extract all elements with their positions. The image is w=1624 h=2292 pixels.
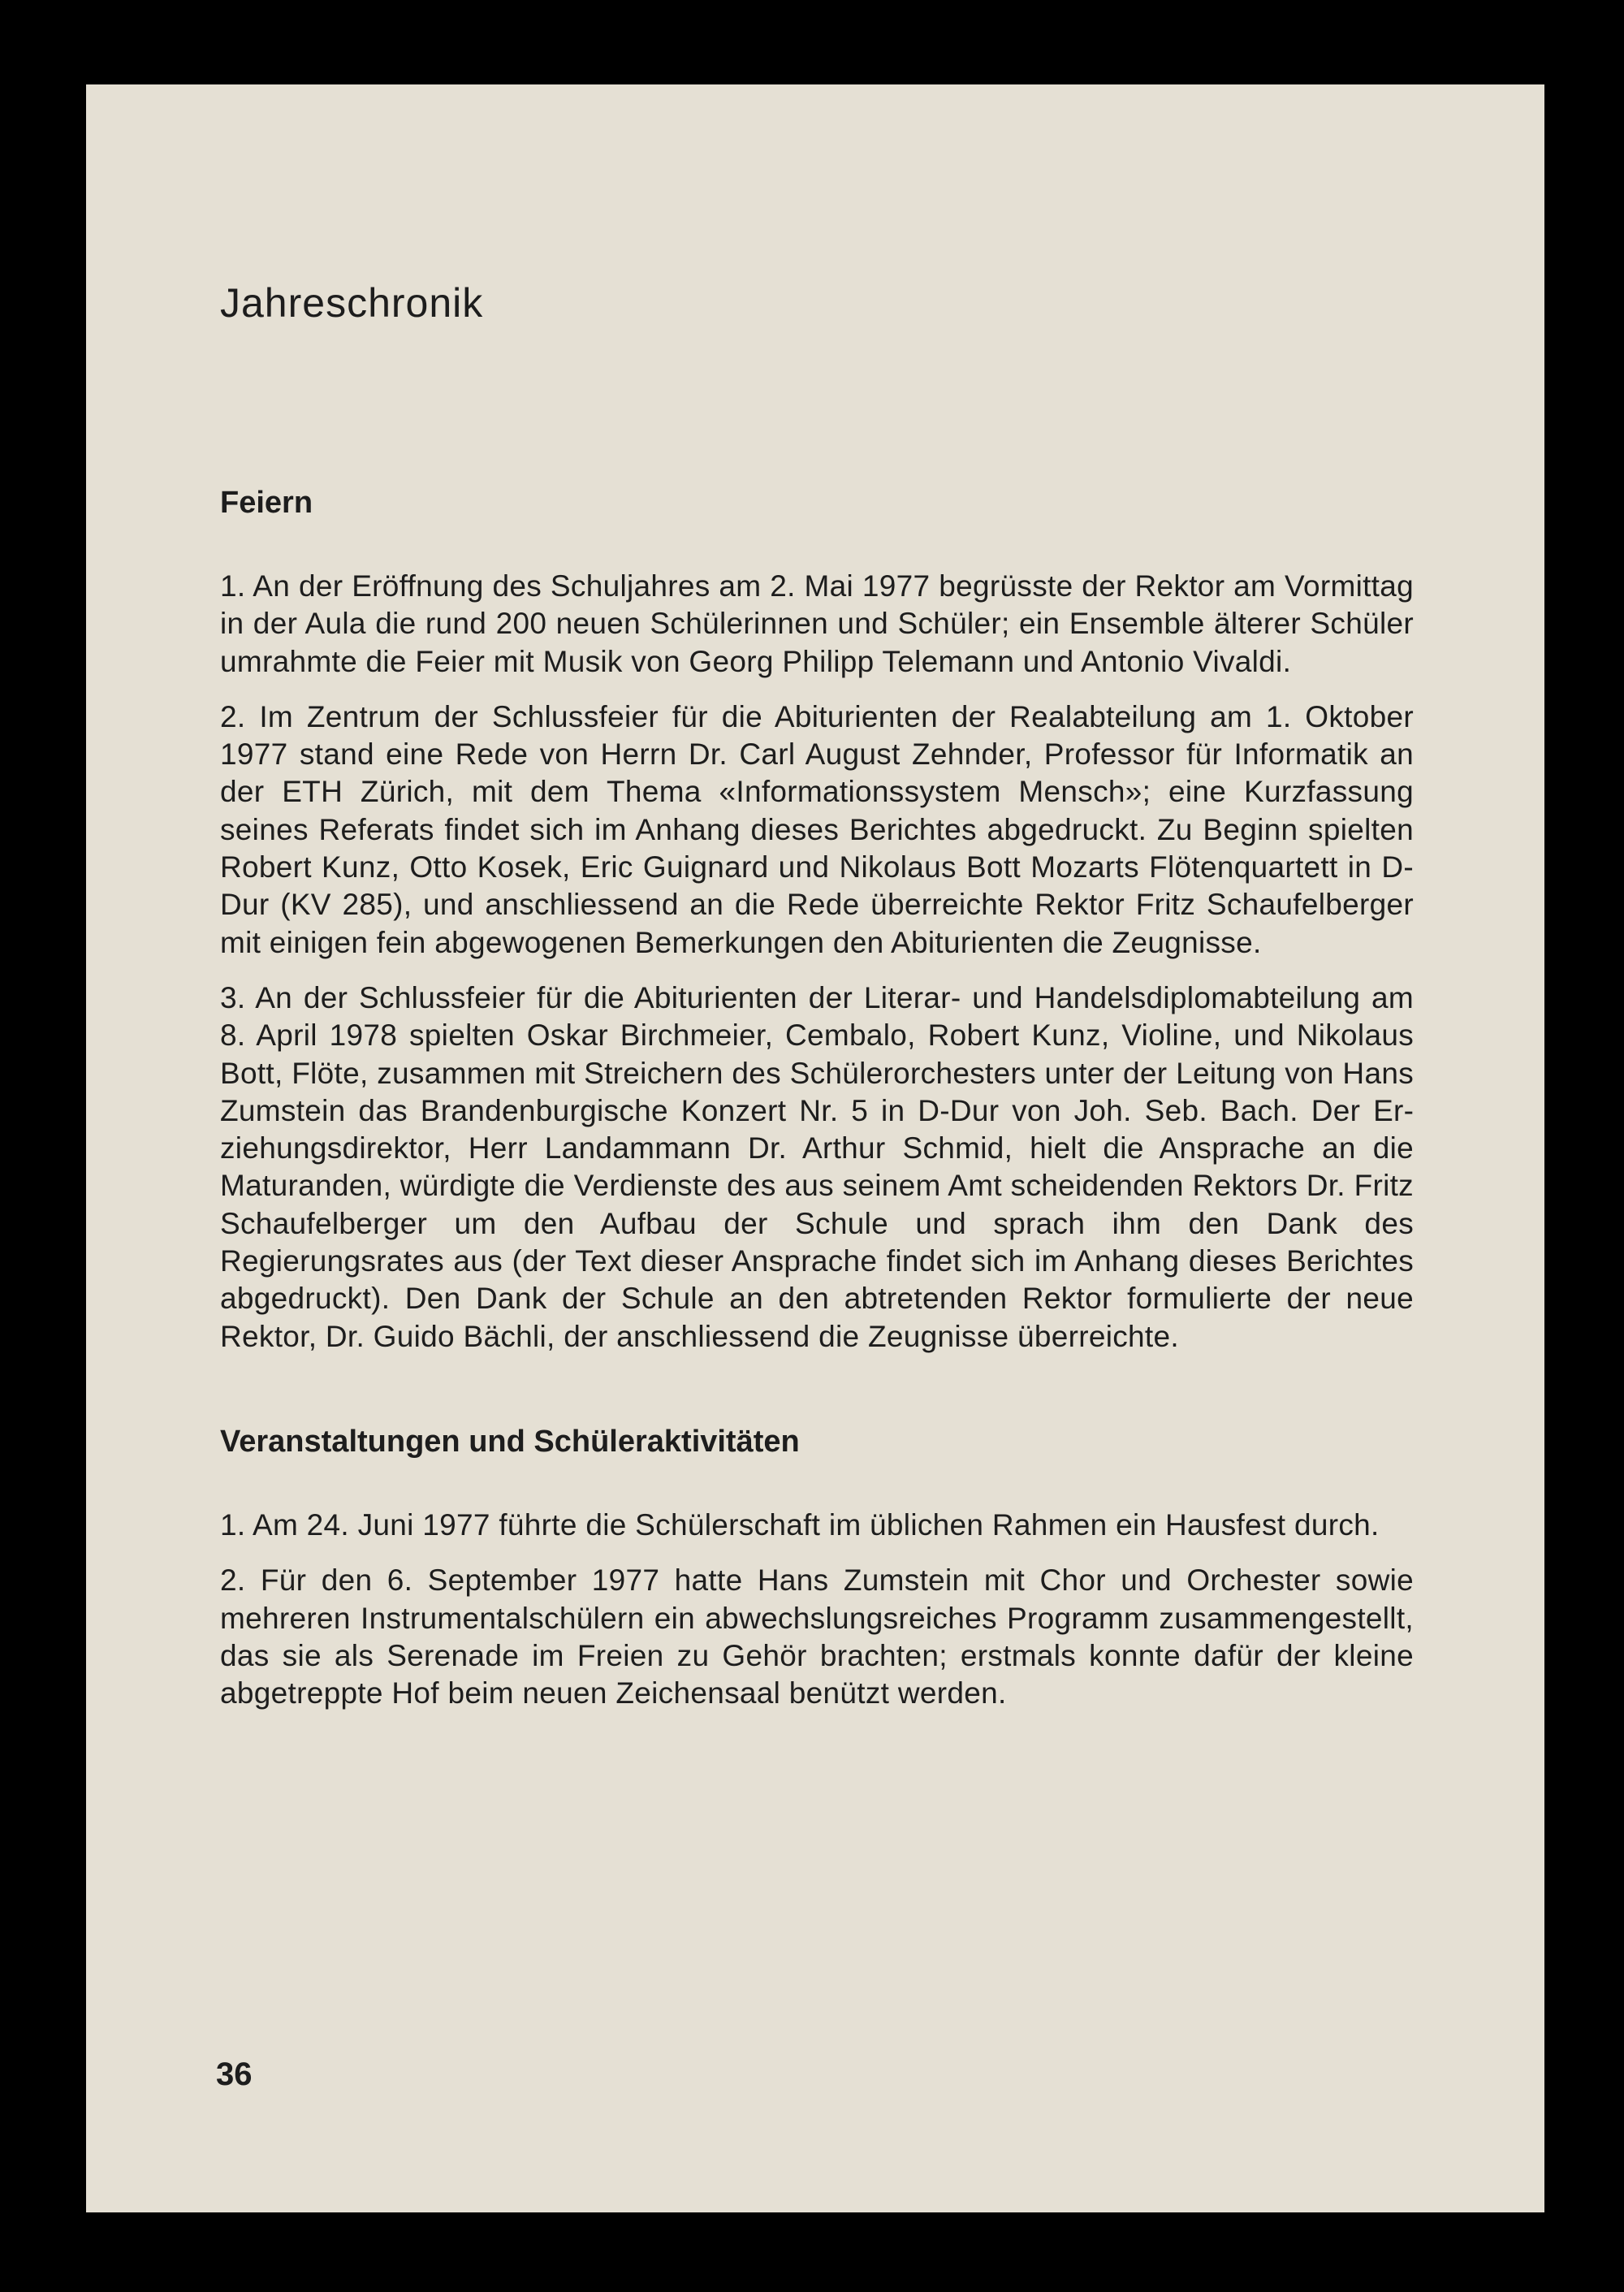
section-feiern-list (220, 568, 1414, 1356)
section-heading-veranstaltungen: Veranstaltungen und Schüleraktivitäten (220, 1424, 800, 1459)
paragraph-veranstaltungen-1: 1. Am 24. Juni 1977 führte die Schülerschaft im üblichen Rahmen ein Hausfest durch. (220, 1507, 1380, 1542)
paragraph-feiern-3: 3. An der Schlussfeier für die Abiturienten der Literar- und Handelsdiplomabteilung am 8. April 1978 spielten Oskar Birchmeier, Cembalo, Robert Kunz, Violine, und Nikolaus Bott, Flöte, zusammen mit Streichern des Schülerorchesters unter der Leitung von Hans Zumstein das Brandenburgische Konzert Nr. 5 in D-Dur von Joh. Seb. Bach. Der Erziehungsdirektor, Herr Landammann Dr. Arthur Schmid, hielt die Ansprache an die Maturanden, würdigte die Verdienste des aus seinem Amt scheidenden Rektors Dr. Fritz Schaufelberger um den Aufbau der Schule und sprach ihm den Dank des Regierungsrates aus (der Text dieser Ansprache findet sich im Anhang dieses Berichtes abgedruckt). Den Dank der Schule an den abtretenden Rektor formulierte der neue Rektor, Dr. Guido Bächli, der anschliessend die Zeugnisse überreichte. (220, 980, 1414, 1353)
page-number: 36 (216, 2056, 253, 2092)
section-heading-feiern: Feiern (220, 486, 313, 520)
page-title: Jahreschronik (220, 280, 484, 326)
paragraph-veranstaltungen-2: 2. Für den 6. September 1977 hatte Hans Zumstein mit Chor und Orchester sowie mehreren Instrumentalschülern ein abwechslungsreiches Programm zusammengestellt, das sie als Serenade im Freien zu Gehör brachten; erstmals konnte dafür der kleine abgetreppte Hof beim neuen Zeichensaal benützt werden. (220, 1563, 1414, 1710)
document-page (86, 84, 1544, 2212)
page-content (220, 279, 1414, 1730)
section-veranstaltungen-list (220, 1507, 1414, 1712)
paragraph-feiern-2: 2. Im Zentrum der Schlussfeier für die Abiturienten der Realabteilung am 1. Oktober 1977 stand eine Rede von Herrn Dr. Carl August Zehnder, Professor für Informatik an der ETH Zürich, mit dem Thema «Informationssystem Mensch»; eine Kurzfassung seines Referats findet sich im Anhang dieses Berichtes abgedruckt. Zu Beginn spielten Robert Kunz, Otto Kosek, Eric Guignard und Nikolaus Bott Mozarts Flötenquartett in D-Dur (KV 285), und anschliessend an die Rede überreichte Rektor Fritz Schaufelberger mit einigen fein abgewogenen Bemerkungen den Abiturienten die Zeugnisse. (220, 699, 1414, 959)
paragraph-feiern-1: 1. An der Eröffnung des Schuljahres am 2. Mai 1977 begrüsste der Rektor am Vormittag in der Aula die rund 200 neuen Schülerinnen und Schüler; ein Ensemble älterer Schüler umrahmte die Feier mit Musik von Georg Philipp Telemann und Antonio Vivaldi. (220, 569, 1414, 678)
